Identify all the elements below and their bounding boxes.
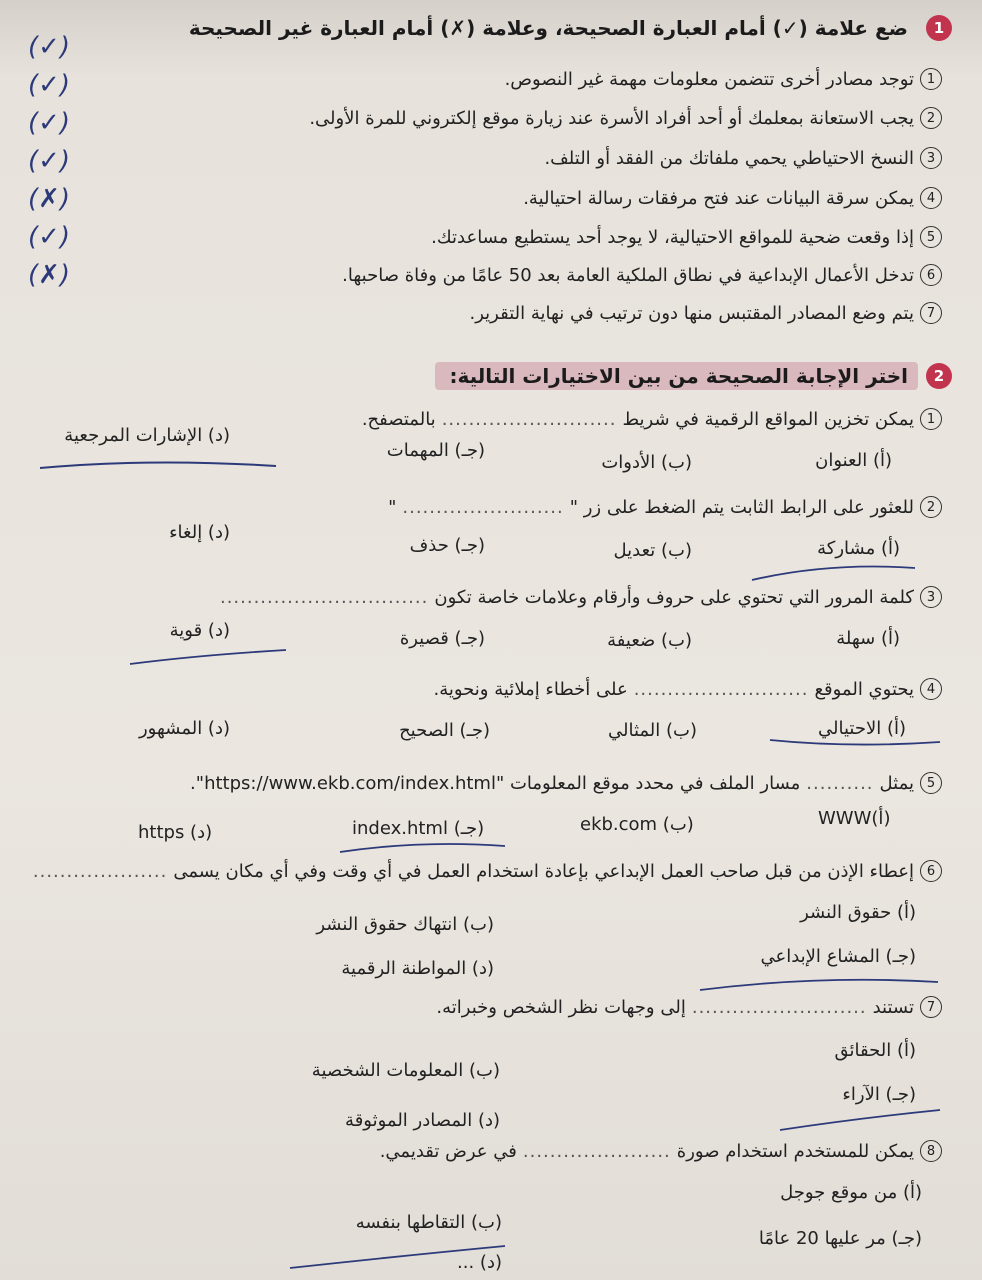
q2-stem <box>388 496 942 518</box>
section-1-header <box>175 14 952 42</box>
q6-option-d[interactable]: (د) المواطنة الرقمية <box>341 958 494 979</box>
s1-item-4-text: يمكن سرقة البيانات عند فتح مرفقات رسالة احتيالية. <box>523 187 914 209</box>
underline-q4 <box>770 740 940 745</box>
q4-option-c[interactable]: (جـ) الصحيح <box>399 720 490 741</box>
q1-option-d[interactable]: (د) الإشارات المرجعية <box>64 425 230 446</box>
q7-blank: .......................... <box>691 996 867 1018</box>
s1-item-6-num: 6 <box>920 264 942 286</box>
q5-stem <box>190 772 942 794</box>
q7-option-a[interactable]: (أ) الحقائق <box>834 1040 916 1061</box>
underline-q5 <box>340 844 505 852</box>
s1-item-2-text: يجب الاستعانة بمعلمك أو أحد أفراد الأسرة عند زيارة موقع إلكتروني للمرة الأولى. <box>309 107 914 129</box>
mark-7: (✗) <box>28 260 71 290</box>
s1-item-1 <box>505 68 942 90</box>
q2-option-b[interactable]: (ب) تعديل <box>613 540 692 561</box>
s1-item-6-text: تدخل الأعمال الإبداعية في نطاق الملكية العامة بعد 50 عامًا من وفاة صاحبها. <box>342 264 914 286</box>
q2-blank: ........................ <box>402 496 564 518</box>
q6-stem <box>33 860 942 882</box>
q3-stem <box>220 586 942 608</box>
q8-num: 8 <box>920 1140 942 1162</box>
q6-option-b[interactable]: (ب) انتهاك حقوق النشر <box>316 914 494 935</box>
q6-stem-text: إعطاء الإذن من قبل صاحب العمل الإبداعي بإعادة استخدام العمل في أي وقت وفي أي مكان يسمى <box>173 860 914 882</box>
q8-blank: ...................... <box>522 1140 671 1162</box>
q8-option-c[interactable]: (جـ) مر عليها 20 عامًا <box>758 1228 922 1249</box>
mark-5: (✗) <box>28 184 71 214</box>
q1-stem <box>362 408 942 430</box>
q8-option-b[interactable]: (ب) التقاطها بنفسه <box>355 1212 502 1233</box>
mark-6: (✓) <box>28 222 71 252</box>
mark-4: (✓) <box>28 146 71 176</box>
underline-q1 <box>40 462 276 468</box>
s1-item-7 <box>470 302 943 324</box>
q8-tail: في عرض تقديمي. <box>379 1140 517 1162</box>
q5-option-d[interactable]: https (د) <box>138 822 213 843</box>
mark-2: (✓) <box>28 70 71 100</box>
q5-stem-text: يمثل <box>879 772 914 794</box>
q2-option-c[interactable]: (جـ) حذف <box>409 535 485 556</box>
handwritten-marks <box>28 28 88 328</box>
q3-num: 3 <box>920 586 942 608</box>
section-1-title: ضع علامة (✓) أمام العبارة الصحيحة، وعلامة (✗) أمام العبارة غير الصحيحة <box>188 16 908 40</box>
s1-item-2-num: 2 <box>920 107 942 129</box>
q3-stem-text: كلمة المرور التي تحتوي على حروف وأرقام وعلامات خاصة تكون <box>434 586 914 608</box>
q6-blank: .................... <box>32 860 168 882</box>
q1-option-b[interactable]: (ب) الأدوات <box>601 452 692 473</box>
q8-option-d[interactable]: (د) ... <box>457 1252 502 1273</box>
q4-option-a[interactable]: (أ) الاحتيالي <box>818 718 906 739</box>
q3-option-c[interactable]: (جـ) قصيرة <box>399 628 485 649</box>
q1-tail: بالمتصفح. <box>361 408 436 430</box>
q1-num: 1 <box>920 408 942 430</box>
q4-blank: .......................... <box>633 678 809 700</box>
q1-blank: .......................... <box>441 408 617 430</box>
q1-stem-text: يمكن تخزين المواقع الرقمية في شريط <box>622 408 914 430</box>
q3-option-d[interactable]: (د) قوية <box>169 620 230 641</box>
s1-item-7-num: 7 <box>920 302 942 324</box>
s1-item-2 <box>309 107 942 129</box>
underline-q6 <box>700 980 938 990</box>
q5-blank: .......... <box>806 772 874 794</box>
q7-tail: إلى وجهات نظر الشخص وخبراته. <box>436 996 686 1018</box>
s1-item-4 <box>523 187 942 209</box>
q1-option-c[interactable]: (جـ) المهمات <box>386 440 485 461</box>
s1-item-7-text: يتم وضع المصادر المقتبس منها دون ترتيب في نهاية التقرير. <box>469 302 914 324</box>
section-2-number: 2 <box>926 363 952 389</box>
q5-option-b[interactable]: ekb.com (ب) <box>580 814 694 835</box>
q4-tail: على أخطاء إملائية ونحوية. <box>433 678 628 700</box>
s1-item-3 <box>544 147 942 169</box>
s1-item-1-text: توجد مصادر أخرى تتضمن معلومات مهمة غير النصوص. <box>504 68 914 90</box>
mark-1: (✓) <box>28 32 71 62</box>
q2-num: 2 <box>920 496 942 518</box>
q6-num: 6 <box>920 860 942 882</box>
s1-item-3-num: 3 <box>920 147 942 169</box>
q5-option-c[interactable]: index.html (جـ) <box>352 818 485 839</box>
q6-option-a[interactable]: (أ) حقوق النشر <box>800 902 916 923</box>
q5-num: 5 <box>920 772 942 794</box>
underline-q3 <box>130 650 286 664</box>
underline-q2 <box>752 567 915 581</box>
q4-stem-text: يحتوي الموقع <box>814 678 914 700</box>
s1-item-4-num: 4 <box>920 187 942 209</box>
section-2-title: اختر الإجابة الصحيحة من بين الاختيارات التالية: <box>435 362 918 390</box>
underline-q7 <box>780 1110 940 1130</box>
q7-option-d[interactable]: (د) المصادر الموثوقة <box>345 1110 500 1131</box>
mark-3: (✓) <box>28 108 71 138</box>
section-2-header <box>435 362 952 390</box>
s1-item-5-text: إذا وقعت ضحية للمواقع الاحتيالية، لا يوجد أحد يستطيع مساعدتك. <box>431 226 914 248</box>
q7-option-c[interactable]: (جـ) الآراء <box>842 1084 916 1105</box>
q3-blank: ............................... <box>219 586 429 608</box>
q3-option-b[interactable]: (ب) ضعيفة <box>607 630 692 651</box>
s1-item-5 <box>431 226 942 248</box>
q4-num: 4 <box>920 678 942 700</box>
q5-tail: مسار الملف في محدد موقع المعلومات "https://www.ekb.com/index.html". <box>190 772 801 794</box>
q2-stem-text: للعثور على الرابط الثابت يتم الضغط على زر " <box>569 496 914 518</box>
s1-item-3-text: النسخ الاحتياطي يحمي ملفاتك من الفقد أو التلف. <box>544 147 914 169</box>
q6-option-c[interactable]: (جـ) المشاع الإبداعي <box>760 946 916 967</box>
q7-num: 7 <box>920 996 942 1018</box>
s1-item-1-num: 1 <box>920 68 942 90</box>
q2-option-a[interactable]: (أ) مشاركة <box>817 538 900 559</box>
q4-option-d[interactable]: (د) المشهور <box>138 718 230 739</box>
s1-item-6 <box>342 264 942 286</box>
q7-stem <box>436 996 942 1018</box>
s1-item-5-num: 5 <box>920 226 942 248</box>
q7-option-b[interactable]: (ب) المعلومات الشخصية <box>311 1060 500 1081</box>
section-1-number: 1 <box>926 15 952 41</box>
q2-option-d[interactable]: (د) إلغاء <box>169 522 230 543</box>
q3-option-a[interactable]: (أ) سهلة <box>836 628 900 649</box>
q4-option-b[interactable]: (ب) المثالي <box>607 720 697 741</box>
q7-stem-text: تستند <box>872 996 914 1018</box>
q8-option-a[interactable]: (أ) من موقع جوجل <box>780 1182 922 1203</box>
q5-option-a[interactable]: WWW(أ) <box>818 808 891 829</box>
q8-stem-text: يمكن للمستخدم استخدام صورة <box>676 1140 914 1162</box>
q1-option-a[interactable]: (أ) العنوان <box>815 450 892 471</box>
q4-stem <box>434 678 943 700</box>
q8-stem <box>380 1140 942 1162</box>
q2-tail: " <box>388 496 397 518</box>
